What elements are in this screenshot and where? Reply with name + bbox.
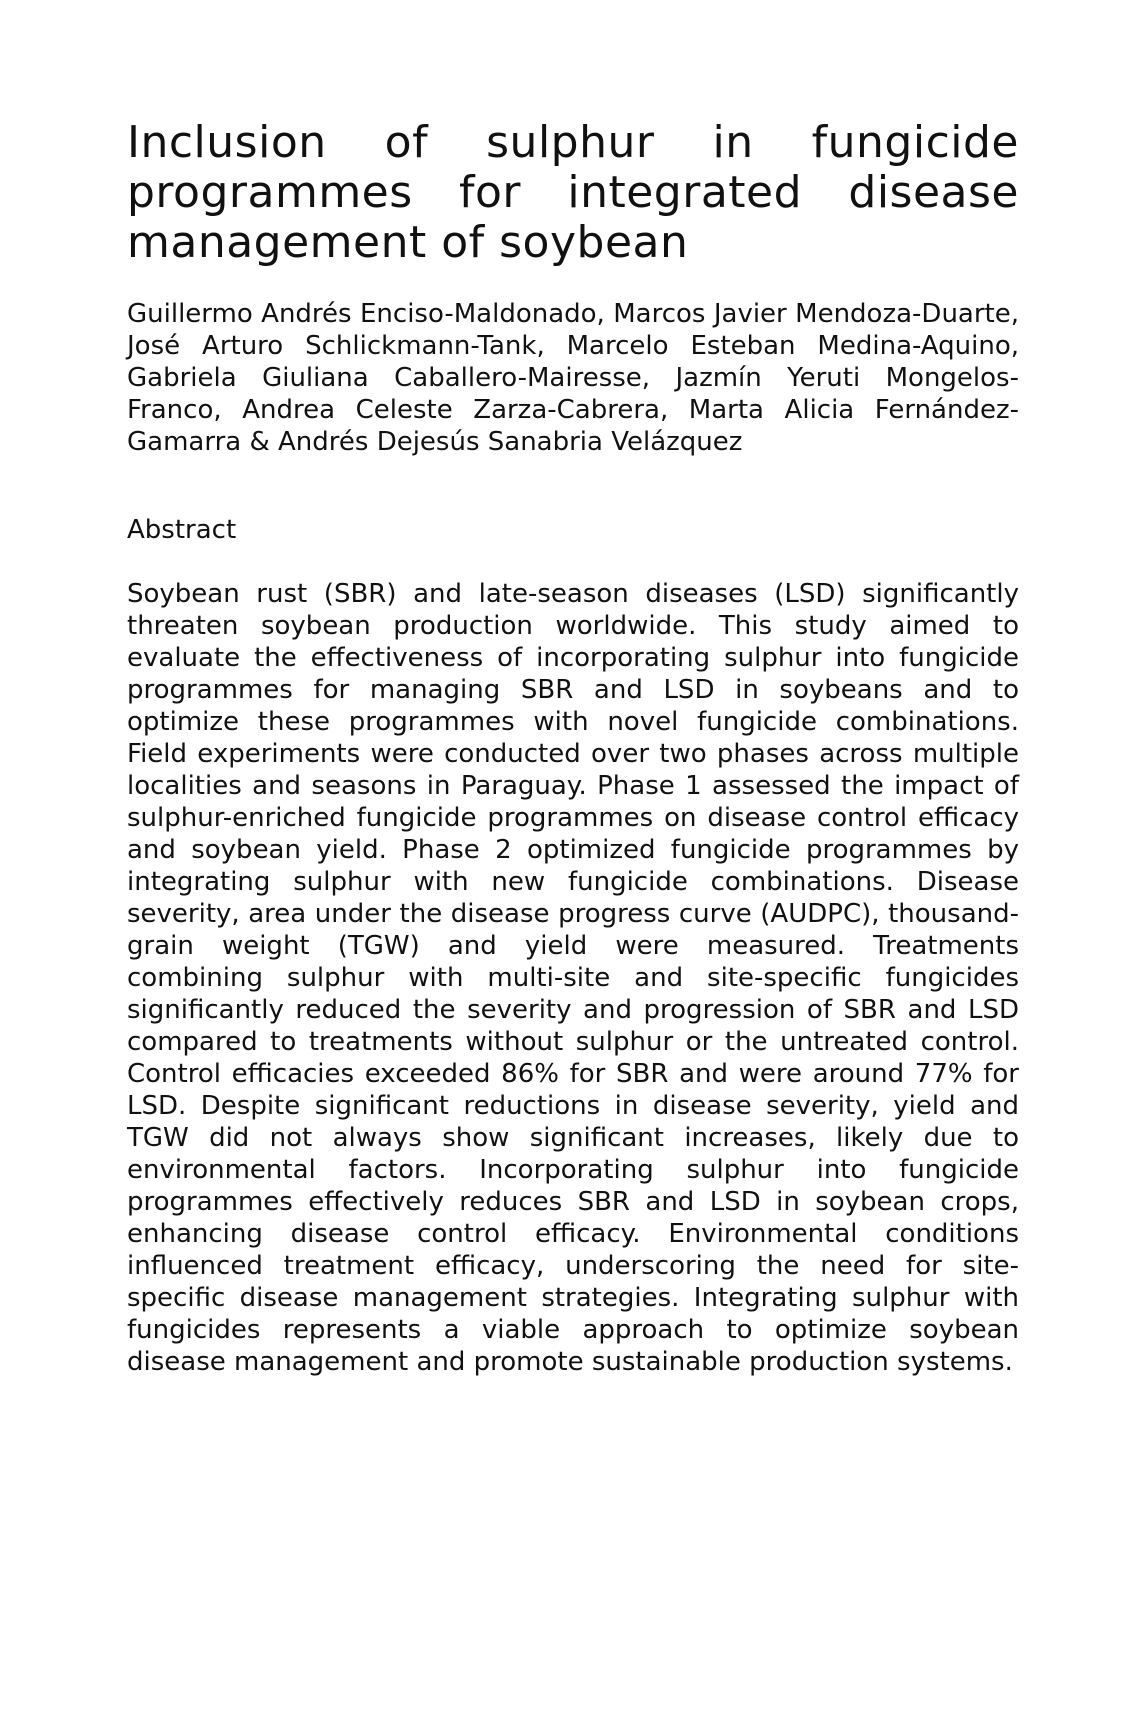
author-list: Guillermo Andrés Enciso-Maldonado, Marcos Javier Mendoza-Duarte, José Arturo Schlickmann-Tank, Marcelo Esteban Medina-Aquino, Gabriela Giuliana Caballero-Mairesse, Jazmín Yeruti Mongelos-Franco, Andrea Celeste Zarza-Cabrera, Marta Alicia Fernández-Gamarra & Andrés Dejesús Sanabria Velázquez xyxy=(127,299,1019,457)
abstract-heading: Abstract xyxy=(127,515,237,545)
article-title: Inclusion of sulphur in fungicide programmes for integrated disease management of soybean xyxy=(127,117,1019,268)
abstract-text: Soybean rust (SBR) and late-season diseases (LSD) significantly threaten soybean production worldwide. This study aimed to evaluate the effectiveness of incorporating sulphur into fungicide programmes for managing SBR and LSD in soybeans and to optimize these programmes with novel fungicide combinations. Field experiments were conducted over two phases across multiple localities and seasons in Paraguay. Phase 1 assessed the impact of sulphur-enriched fungicide programmes on disease control efficacy and soybean yield. Phase 2 optimized fungicide programmes by integrating sulphur with new fungicide combinations. Disease severity, area under the disease progress curve (AUDPC), thousand-grain weight (TGW) and yield were measured. Treatments combining sulphur with multi-site and site-specific fungicides significantly reduced the severity and progression of SBR and LSD compared to treatments without sulphur or the untreated control. Control efficacies exceeded 86% for SBR and were around 77% for LSD. Despite significant reductions in disease severity, yield and TGW did not always show significant increases, likely due to environmental factors. Incorporating sulphur into fungicide programmes effectively reduces SBR and LSD in soybean crops, enhancing disease control efficacy. Environmental conditions influenced treatment efficacy, underscoring the need for site-specific disease management strategies. Integrating sulphur with fungicides represents a viable approach to optimize soybean disease management and promote sustainable production systems. xyxy=(127,579,1019,1377)
article-page xyxy=(127,118,1019,1378)
